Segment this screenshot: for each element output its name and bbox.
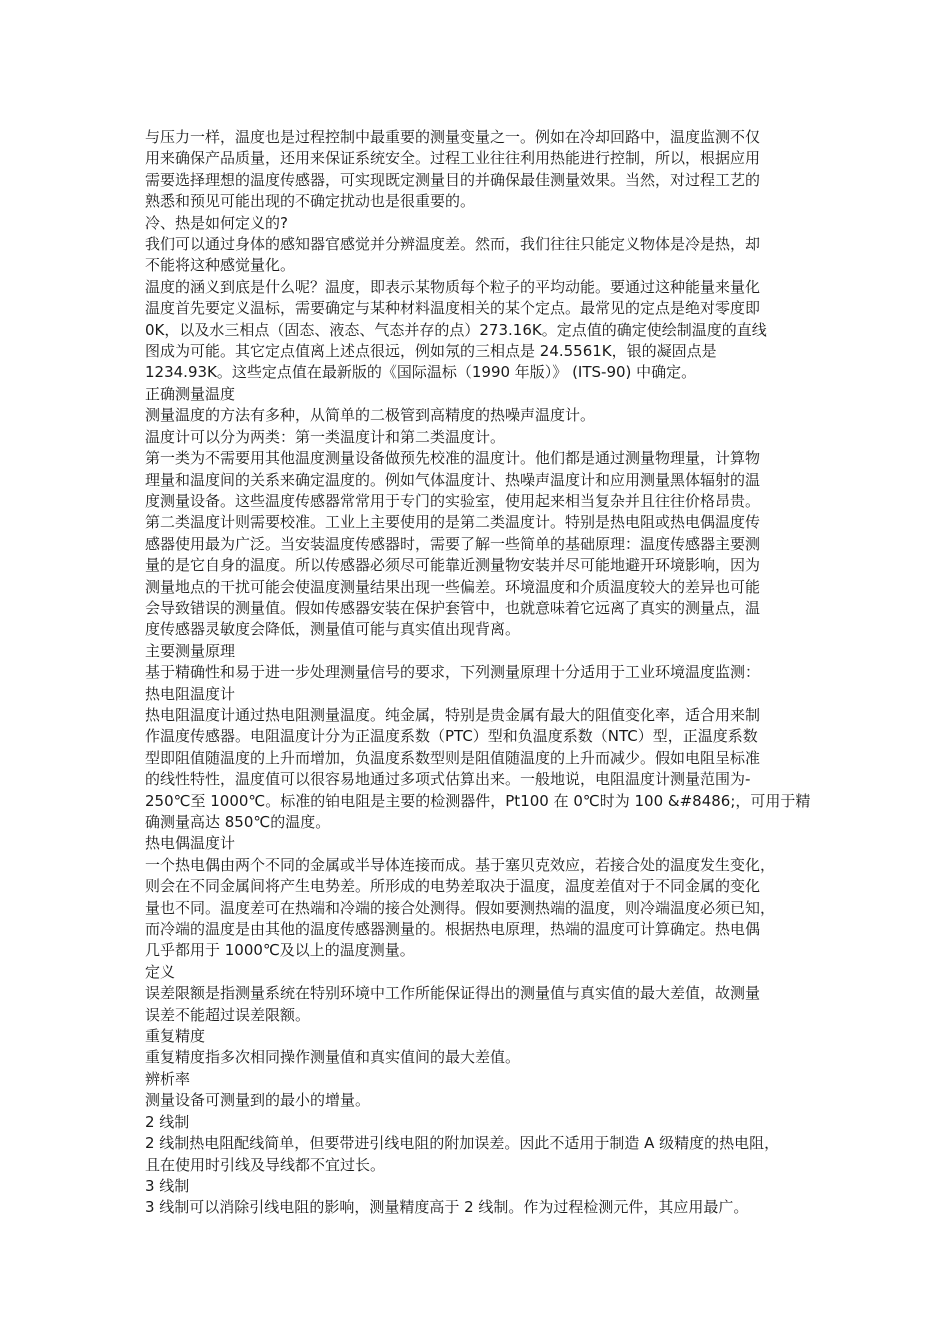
text-line: 则会在不同金属间将产生电势差。所形成的电势差取决于温度，温度差值对于不同金属的变化	[145, 877, 761, 896]
text-line: 需要选择理想的温度传感器，可实现既定测量目的并确保最佳测量效果。当然，对过程工艺的	[145, 170, 761, 189]
text-line: 2 线制热电阻配线简单，但要带进引线电阻的附加误差。因此不适用于制造 A 级精度的热电阻，	[145, 1134, 780, 1153]
text-line: 感器使用最为广泛。当安装温度传感器时，需要了解一些简单的基础原理：温度传感器主要测	[145, 534, 761, 553]
text-line: 量的是它自身的温度。所以传感器必须尽可能靠近测量物安装并尽可能地避开环境影响，因为	[145, 556, 761, 575]
text-line: 与压力一样，温度也是过程控制中最重要的测量变量之一。例如在冷却回路中，温度监测不仅	[145, 128, 761, 146]
text-line: 一个热电偶由两个不同的金属或半导体连接而成。基于塞贝克效应，若接合处的温度发生变化，	[145, 855, 776, 874]
text-line: 误差不能超过误差限额。	[145, 1005, 311, 1024]
text-line: 会导致错误的测量值。假如传感器安装在保护套管中，也就意味着它远离了真实的测量点，温	[145, 598, 761, 617]
text-line: 度传感器灵敏度会降低，测量值可能与真实值出现背离。	[145, 620, 521, 639]
text-line: 温度首先要定义温标，需要确定与某种材料温度相关的某个定点。最常见的定点是绝对零度即	[145, 299, 761, 318]
text-line: 且在使用时引线及导线都不宜过长。	[145, 1155, 386, 1174]
text-line: 型即阻值随温度的上升而增加，负温度系数型则是阻值随温度的上升而减少。假如电阻呈标准	[145, 748, 761, 767]
text-line: 2 线制	[145, 1112, 190, 1131]
text-line: 第一类为不需要用其他温度测量设备做预先校准的温度计。他们都是通过测量物理量，计算物	[145, 449, 761, 468]
text-line: 而冷端的温度是由其他的温度传感器测量的。根据热电原理，热端的温度可计算确定。热电偶	[145, 920, 761, 939]
text-line: 测量温度的方法有多种，从简单的二极管到高精度的热噪声温度计。	[145, 406, 596, 425]
text-line: 测量设备可测量到的最小的增量。	[145, 1091, 371, 1110]
text-line: 用来确保产品质量，还用来保证系统安全。过程工业往往利用热能进行控制，所以，根据应用	[145, 149, 761, 168]
text-line: 作温度传感器。电阻温度计分为正温度系数（PTC）型和负温度系数（NTC）型，正温度系数	[145, 727, 758, 746]
text-line: 度测量设备。这些温度传感器常常用于专门的实验室，使用起来相当复杂并且往往价格昂贵。	[145, 491, 761, 510]
text-line: 第二类温度计则需要校准。工业上主要使用的是第二类温度计。特别是热电阻或热电偶温度传	[145, 513, 761, 532]
text-line: 热电阻温度计	[145, 684, 236, 703]
text-line: 温度的涵义到底是什么呢？温度，即表示某物质每个粒子的平均动能。要通过这种能量来量化	[145, 277, 761, 296]
text-line: 确测量高达 850℃的温度。	[145, 813, 331, 831]
text-line: 测量地点的干扰可能会使温度测量结果出现一些偏差。环境温度和介质温度较大的差异也可能	[145, 577, 761, 596]
text-line: 温度计可以分为两类：第一类温度计和第二类温度计。	[145, 427, 506, 446]
text-line: 基于精确性和易于进一步处理测量信号的要求，下列测量原理十分适用于工业环境温度监测：	[145, 663, 761, 682]
text-line: 几乎都用于 1000℃及以上的温度测量。	[145, 941, 415, 960]
text-line: 重复精度	[145, 1027, 206, 1046]
text-line: 重复精度指多次相同操作测量值和真实值间的最大差值。	[145, 1048, 521, 1067]
text-line: 正确测量温度	[145, 384, 236, 403]
text-line: 250℃至 1000℃。标准的铂电阻是主要的检测器件，Pt100 在 0℃时为 100 &#8486;，可用于精	[145, 791, 811, 810]
text-line: 3 线制	[145, 1176, 190, 1195]
text-line: 的线性特性，温度值可以很容易地通过多项式估算出来。一般地说，电阻温度计测量范围为-	[145, 770, 751, 789]
text-line: 理量和温度间的关系来确定温度的。例如气体温度计、热噪声温度计和应用测量黑体辐射的温	[145, 470, 761, 489]
text-line: 1234.93K。这些定点值在最新版的《国际温标（1990 年版）》 (ITS-90) 中确定。	[145, 363, 697, 382]
text-line: 主要测量原理	[145, 641, 236, 660]
text-line: 辨析率	[145, 1069, 191, 1088]
text-line: 熟悉和预见可能出现的不确定扰动也是很重要的。	[145, 192, 476, 211]
text-line: 0K，以及水三相点（固态、液态、气态并存的点）273.16K。定点值的确定使绘制温度的直线	[145, 320, 767, 339]
text-line: 误差限额是指测量系统在特别环境中工作所能保证得出的测量值与真实值的最大差值，故测量	[145, 984, 761, 1003]
text-line: 热电偶温度计	[145, 834, 236, 853]
text-line: 热电阻温度计通过热电阻测量温度。纯金属，特别是贵金属有最大的阻值变化率，适合用来制	[145, 705, 761, 724]
text-line: 图成为可能。其它定点值离上述点很远，例如氖的三相点是 24.5561K，银的凝固点是	[145, 342, 717, 361]
text-line: 我们可以通过身体的感知器官感觉并分辨温度差。然而，我们往往只能定义物体是冷是热，却	[145, 235, 761, 254]
text-line: 冷、热是如何定义的?	[145, 213, 288, 232]
text-line: 定义	[145, 962, 176, 981]
text-line: 量也不同。温度差可在热端和冷端的接合处测得。假如要测热端的温度，则冷端温度必须已知，	[145, 898, 776, 917]
text-line: 不能将这种感觉量化。	[145, 256, 296, 275]
text-line: 3 线制可以消除引线电阻的影响，测量精度高于 2 线制。作为过程检测元件，其应用最广。	[145, 1198, 749, 1217]
document-body	[145, 127, 813, 1219]
